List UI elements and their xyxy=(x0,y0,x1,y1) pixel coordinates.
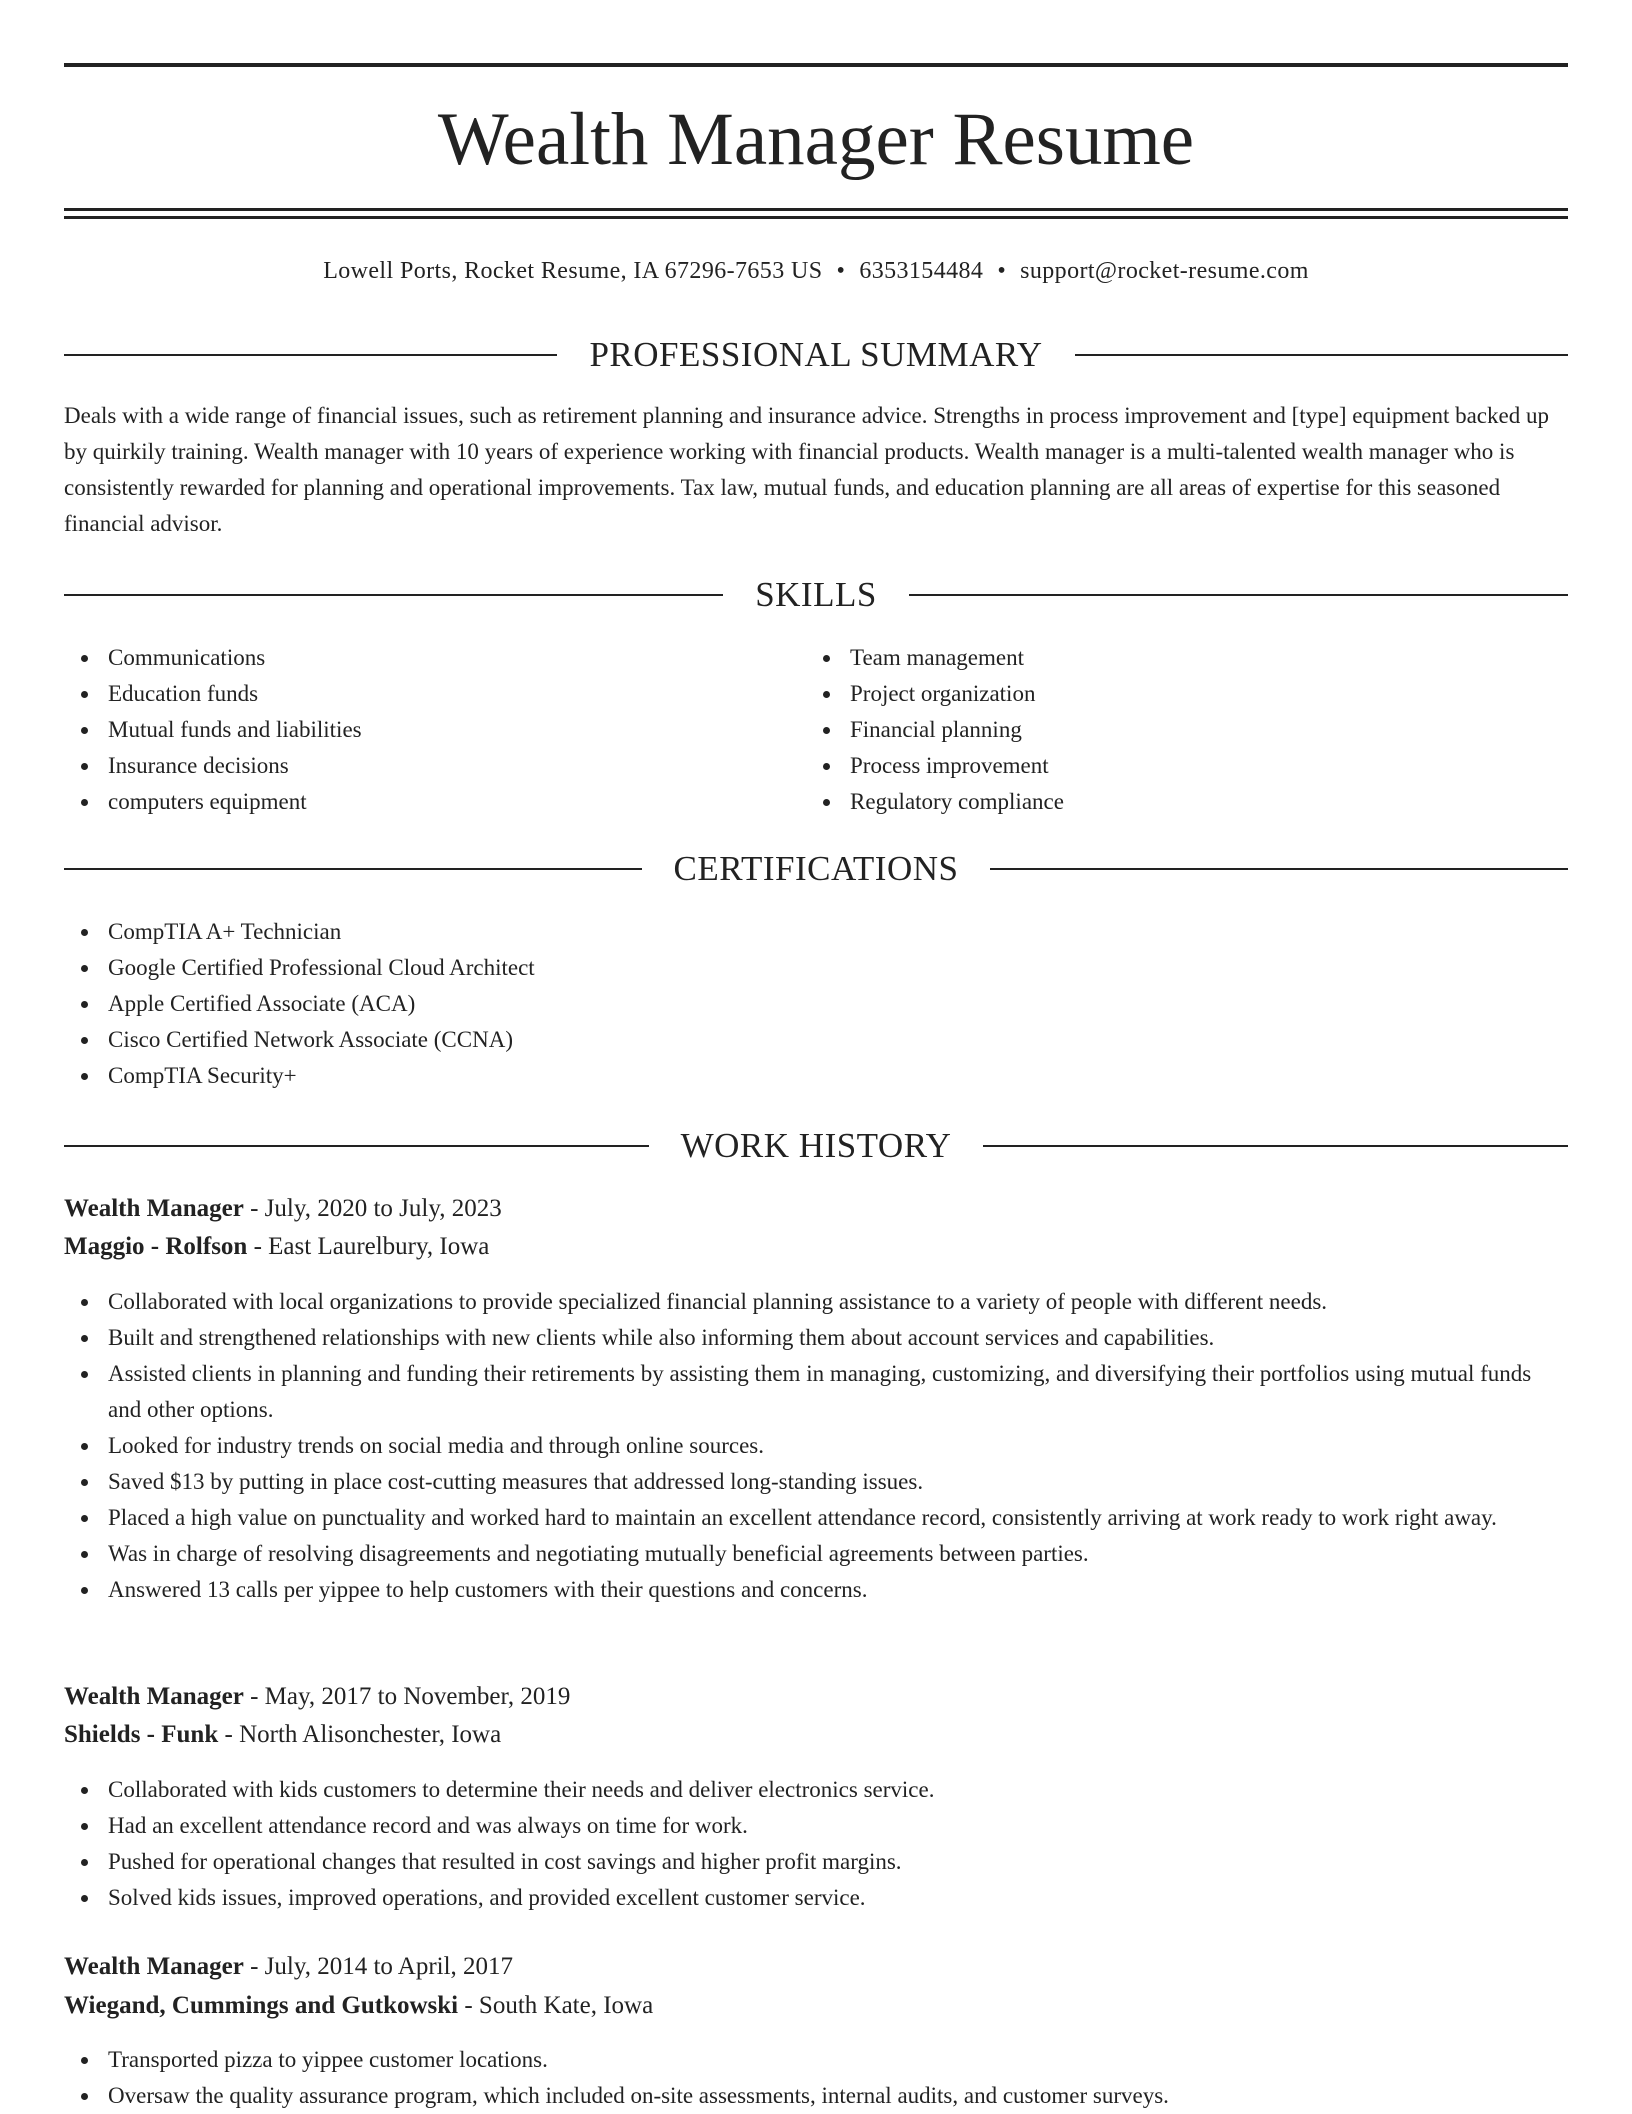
contact-phone: 6353154484 xyxy=(859,258,984,284)
job-title-line xyxy=(64,1948,1568,1986)
skill-item: Project organization xyxy=(806,676,1546,712)
job-company: Shields - Funk xyxy=(64,1721,219,1748)
job-location: - East Laurelbury, Iowa xyxy=(247,1233,490,1260)
resume-title: Wealth Manager Resume xyxy=(437,98,1195,181)
job-company: Wiegand, Cummings and Gutkowski xyxy=(64,1992,459,2019)
title-rule-upper xyxy=(64,208,1568,211)
skill-item: computers equipment xyxy=(64,784,804,820)
job-bullet: Saved $13 by putting in place cost-cutting measures that addressed long-standing issues. xyxy=(64,1464,1568,1500)
divider xyxy=(990,868,1568,870)
section-header-certifications xyxy=(64,847,1568,891)
job-title-line xyxy=(64,1678,1568,1716)
certification-item: CompTIA Security+ xyxy=(64,1058,1568,1094)
job-bullets xyxy=(64,2042,1568,2114)
job-location: - South Kate, Iowa xyxy=(458,1992,654,2019)
job-bullet: Was in charge of resolving disagreements and negotiating mutually beneficial agreements between parties. xyxy=(64,1536,1568,1572)
skill-item: Education funds xyxy=(64,676,804,712)
section-header-skills xyxy=(64,573,1568,617)
contact-separator: • xyxy=(836,258,846,284)
job-location: - North Alisonchester, Iowa xyxy=(218,1721,502,1748)
skill-item: Insurance decisions xyxy=(64,748,804,784)
summary-text: Deals with a wide range of financial issues, such as retirement planning and insurance advice. Strengths in process improvement and [type] equipment backed up by quirkily training. Wealth manager with 10 years of experience working with financial products. Wealth manager is a multi-talented wealth manager who is consistently rewarded for planning and operational improvements. Tax law, mutual funds, and education planning are all areas of expertise for this seasoned financial advisor. xyxy=(64,403,1549,536)
job-bullet: Had an excellent attendance record and was always on time for work. xyxy=(64,1808,1568,1844)
job-dates: - May, 2017 to November, 2019 xyxy=(243,1683,571,1710)
contact-address: Lowell Ports, Rocket Resume, IA 67296-7653 US xyxy=(323,258,823,284)
top-rule xyxy=(64,63,1568,67)
skill-item: Process improvement xyxy=(806,748,1546,784)
job-bullet: Oversaw the quality assurance program, which included on-site assessments, internal audits, and customer surveys. xyxy=(64,2078,1568,2114)
job-bullet: Collaborated with kids customers to determine their needs and deliver electronics service. xyxy=(64,1772,1568,1808)
job-company-line xyxy=(64,1987,1568,2025)
certifications-list xyxy=(64,914,1568,1094)
certification-item: Cisco Certified Network Associate (CCNA) xyxy=(64,1022,1568,1058)
job-title: Wealth Manager xyxy=(64,1683,244,1710)
section-header-work xyxy=(64,1124,1568,1168)
divider xyxy=(64,354,557,356)
job-bullet: Pushed for operational changes that resulted in cost savings and higher profit margins. xyxy=(64,1844,1568,1880)
section-title: CERTIFICATIONS xyxy=(673,849,959,888)
job-bullet: Collaborated with local organizations to provide specialized financial planning assistance to a variety of people with different needs. xyxy=(64,1284,1568,1320)
skill-item: Mutual funds and liabilities xyxy=(64,712,804,748)
job-company-line xyxy=(64,1716,1568,1754)
job-bullet: Assisted clients in planning and funding their retirements by assisting them in managing, customizing, and diversifying their portfolios using mutual funds and other options. xyxy=(64,1356,1568,1428)
title-rule-lower xyxy=(64,216,1568,219)
job-bullet: Solved kids issues, improved operations, and provided excellent customer service. xyxy=(64,1880,1568,1916)
divider xyxy=(983,1145,1568,1147)
job-bullets xyxy=(64,1772,1568,1916)
job-bullets xyxy=(64,1284,1568,1608)
job-bullet: Transported pizza to yippee customer locations. xyxy=(64,2042,1568,2078)
job-title: Wealth Manager xyxy=(64,1195,244,1222)
skill-item: Financial planning xyxy=(806,712,1546,748)
skill-item: Communications xyxy=(64,640,804,676)
certification-item: Apple Certified Associate (ACA) xyxy=(64,986,1568,1022)
certification-item: CompTIA A+ Technician xyxy=(64,914,1568,950)
divider xyxy=(64,594,723,596)
skills-list-right xyxy=(806,640,1546,820)
contact-line xyxy=(64,254,1568,288)
certification-item: Google Certified Professional Cloud Architect xyxy=(64,950,1568,986)
job-bullet: Answered 13 calls per yippee to help customers with their questions and concerns. xyxy=(64,1572,1568,1608)
job-title: Wealth Manager xyxy=(64,1953,244,1980)
skill-item: Team management xyxy=(806,640,1546,676)
job-bullet: Placed a high value on punctuality and worked hard to maintain an excellent attendance record, consistently arriving at work ready to work right away. xyxy=(64,1500,1568,1536)
divider xyxy=(909,594,1568,596)
divider xyxy=(64,1145,649,1147)
job-company: Maggio - Rolfson xyxy=(64,1233,248,1260)
job-bullet: Looked for industry trends on social media and through online sources. xyxy=(64,1428,1568,1464)
job-dates: - July, 2014 to April, 2017 xyxy=(243,1953,514,1980)
contact-email: support@rocket-resume.com xyxy=(1020,258,1309,284)
job-company-line xyxy=(64,1228,1568,1266)
divider xyxy=(1075,354,1568,356)
section-title: SKILLS xyxy=(755,575,877,614)
section-header-summary xyxy=(64,333,1568,377)
skills-list-left xyxy=(64,640,804,820)
contact-separator: • xyxy=(997,258,1007,284)
job-title-line xyxy=(64,1190,1568,1228)
job-bullet: Built and strengthened relationships with new clients while also informing them about account services and capabilities. xyxy=(64,1320,1568,1356)
job-dates: - July, 2020 to July, 2023 xyxy=(243,1195,502,1222)
divider xyxy=(64,868,642,870)
skill-item: Regulatory compliance xyxy=(806,784,1546,820)
section-title: PROFESSIONAL SUMMARY xyxy=(589,335,1043,374)
section-title: WORK HISTORY xyxy=(680,1126,952,1165)
